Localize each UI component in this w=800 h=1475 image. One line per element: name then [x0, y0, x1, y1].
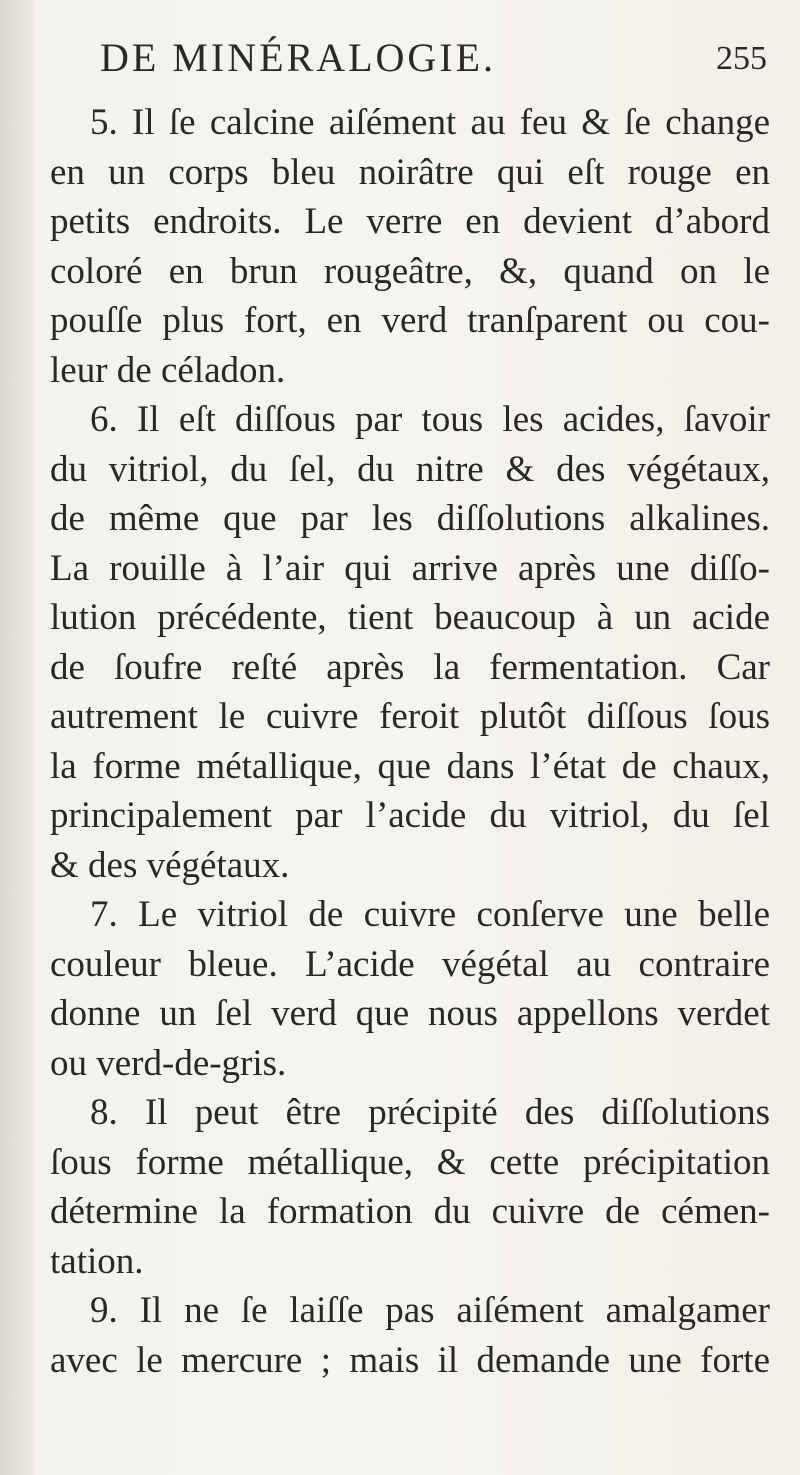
text-line: 9. Il ne ſe laiſſe pas aiſément amalgamer	[90, 1290, 770, 1331]
text-line: 8. Il peut être précipité des diſſolutions	[90, 1092, 770, 1133]
text-line: & des végétaux.	[50, 844, 290, 886]
running-title: DE MINÉRALOGIE.	[100, 35, 497, 80]
text-line: avec le mercure ; mais il demande une forte	[50, 1339, 770, 1381]
text-line: pouſſe plus fort, en verd tranſparent ou cou-	[50, 300, 770, 341]
text-line: 6. Il eſt diſſous par tous les acides, ſavoir	[90, 399, 770, 440]
body-text	[50, 98, 770, 1385]
text-line: petits endroits. Le verre en devient d’abord	[50, 201, 770, 242]
text-line: la forme métallique, que dans l’état de chaux,	[50, 745, 770, 787]
text-line: ſous forme métallique, & cette précipitation	[50, 1141, 770, 1183]
text-line: lution précédente, tient beaucoup à un acide	[50, 597, 770, 638]
text-line: tation.	[50, 1240, 144, 1282]
text-line: du vitriol, du ſel, du nitre & des végétaux,	[50, 448, 770, 490]
text-line: couleur bleue. L’acide végétal au contraire	[50, 943, 770, 985]
text-line: de ſoufre reſté après la fermentation. Car	[50, 646, 770, 688]
page-number: 255	[716, 40, 767, 77]
text-line: coloré en brun rougeâtre, &, quand on le	[50, 250, 770, 292]
text-line: principalement par l’acide du vitriol, du ſel	[50, 795, 770, 836]
page-gutter	[0, 0, 34, 1475]
text-line: 5. Il ſe calcine aiſément au feu & ſe change	[90, 102, 770, 143]
text-line: autrement le cuivre feroit plutôt diſſous ſous	[50, 696, 770, 737]
text-line: ou verd-de-gris.	[50, 1042, 287, 1084]
text-line: détermine la formation du cuivre de cémen-	[50, 1191, 770, 1232]
text-line: de même que par les diſſolutions alkalines.	[50, 498, 770, 539]
text-line: La rouille à l’air qui arrive après une diſſo-	[50, 547, 770, 589]
text-line: donne un ſel verd que nous appellons verdet	[50, 993, 770, 1034]
running-head	[0, 22, 800, 82]
text-line: leur de céladon.	[50, 349, 286, 391]
text-line: en un corps bleu noirâtre qui eſt rouge en	[50, 151, 770, 193]
text-line: 7. Le vitriol de cuivre conſerve une belle	[90, 894, 770, 935]
